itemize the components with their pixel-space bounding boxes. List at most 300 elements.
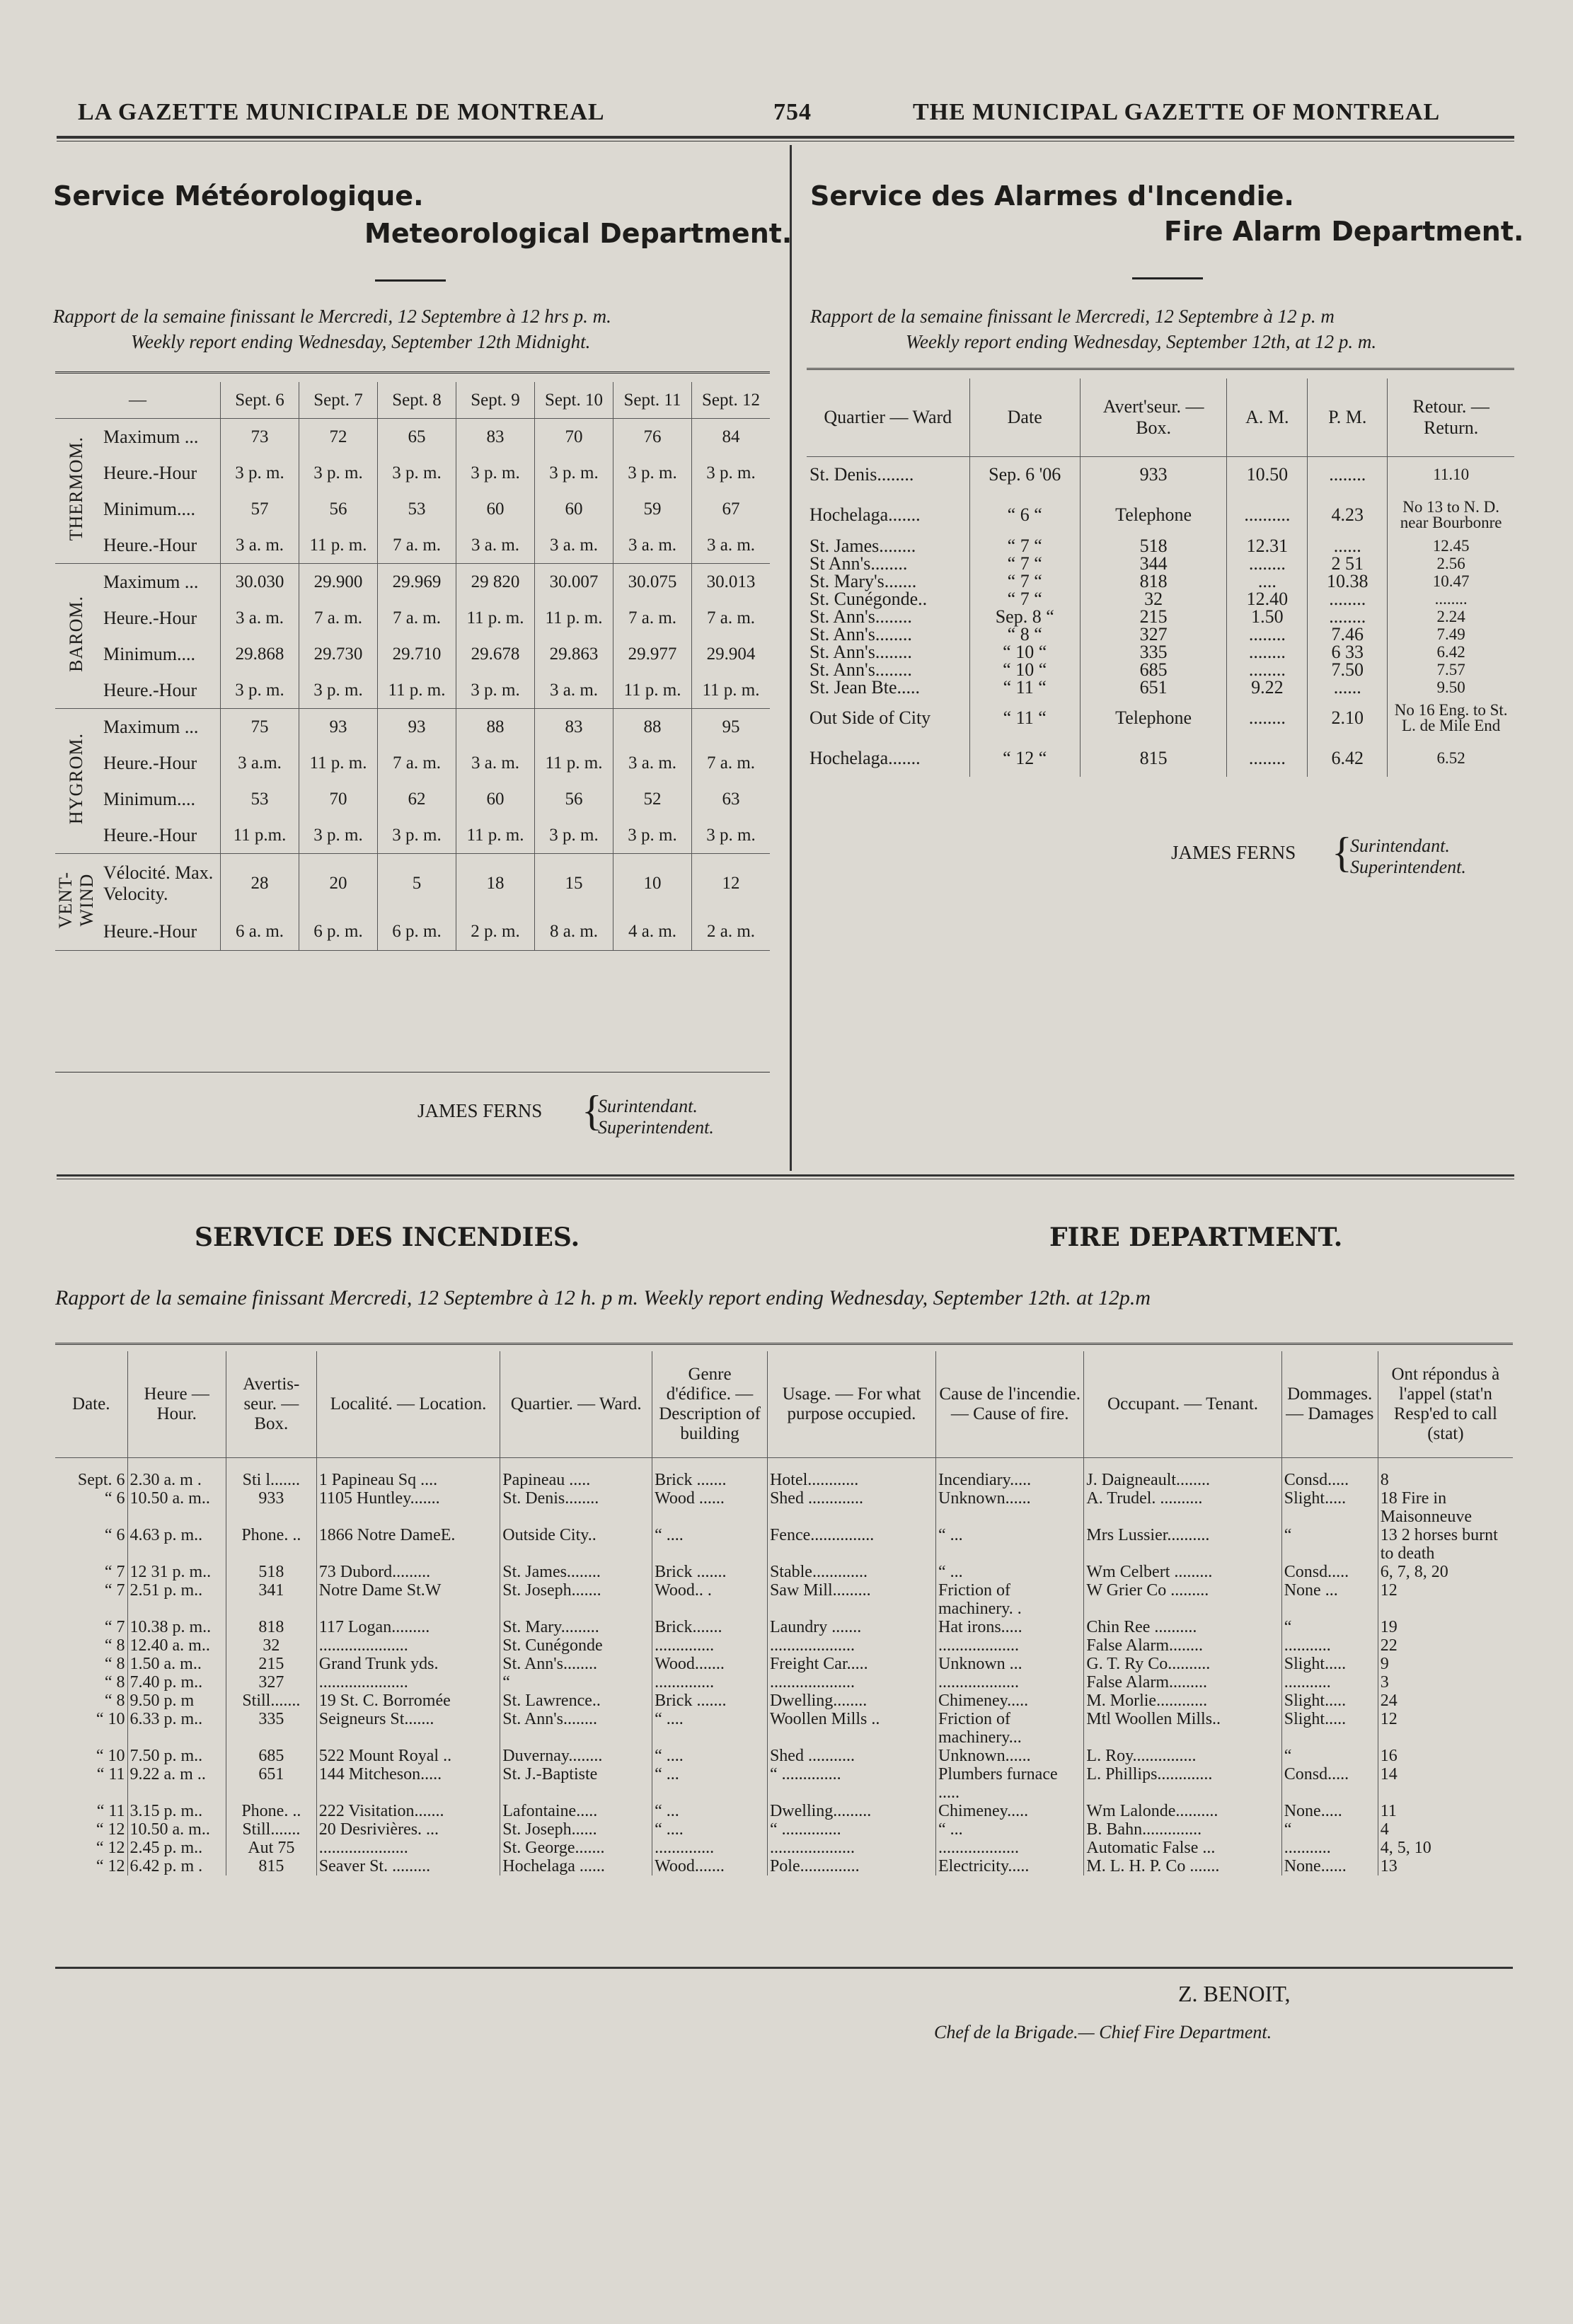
fire-cell: 12: [1380, 1580, 1398, 1600]
fire-cell: .....................: [316, 1839, 500, 1857]
meteo-cell: 7 a. m.: [706, 608, 756, 628]
fire-cell: 1105 Huntley.......: [316, 1489, 500, 1526]
fire-cell: .....................: [316, 1636, 500, 1655]
fire-cell: A. Trudel. ..........: [1084, 1489, 1281, 1526]
fire-cell: 3: [1380, 1672, 1389, 1692]
fire-cell: 18 Fire in Maisonneuve: [1380, 1488, 1473, 1526]
meteo-cell: 57: [221, 491, 299, 527]
meteo-short-rule: [375, 279, 446, 282]
meteo-group-text: VENT-WIND: [55, 870, 97, 928]
fire-cell: Slight.....: [1281, 1710, 1378, 1747]
meteo-cell: 11 p. m.: [535, 745, 613, 781]
meteo-col-head: Sept. 7: [299, 382, 378, 419]
meteo-cell: 30.075: [613, 564, 692, 601]
alarm-table: [807, 378, 1514, 777]
alarm-short-rule: [1132, 277, 1203, 279]
fire-cell: 2.51 p. m..: [127, 1581, 226, 1618]
meteo-cell: 29.730: [299, 636, 378, 672]
meteo-cell: 3 a. m.: [456, 527, 535, 564]
fire-head-cause: Cause de l'incendie. — Cause of fire.: [936, 1351, 1084, 1457]
alarm-row: [807, 555, 1514, 572]
fire-cell: 10.50 a. m..: [127, 1820, 226, 1839]
alarm-cell: 2 51: [1308, 555, 1388, 572]
fire-cell: 341: [226, 1581, 316, 1618]
meteo-cell: 8 a. m.: [535, 914, 613, 951]
fire-row: [55, 1765, 1513, 1802]
fire-cell: 7.40 p. m..: [127, 1673, 226, 1692]
meteo-cell: 3 p. m.: [299, 817, 378, 854]
fire-cell: St. Mary.........: [500, 1618, 652, 1636]
meteo-cell: 76: [613, 419, 692, 456]
meteo-row: [55, 672, 770, 709]
alarm-cell: 818: [1080, 572, 1227, 590]
alarm-cell: St. Ann's........: [807, 643, 969, 661]
fire-row: [55, 1747, 1513, 1765]
meteo-cell: 15: [535, 854, 613, 914]
alarm-cell: 4.23: [1308, 493, 1388, 537]
fire-cell: Chimeney.....: [936, 1692, 1084, 1710]
meteo-cell: 3 a. m.: [221, 600, 299, 636]
meteo-cell: 88: [456, 709, 535, 746]
fire-cell: 73 Dubord.........: [316, 1563, 500, 1581]
fire-cell: “ ....: [652, 1710, 768, 1747]
fire-cell: 4: [1380, 1820, 1389, 1839]
fire-cell: “: [1281, 1526, 1378, 1563]
meteo-group-text: BAROM.: [66, 595, 86, 672]
fire-cell: ...................: [936, 1636, 1084, 1655]
fire-cell: G. T. Ry Co..........: [1084, 1655, 1281, 1673]
meteo-row: [55, 455, 770, 491]
fire-cell: None......: [1281, 1857, 1378, 1875]
meteo-report-fr: Rapport de la semaine finissant le Mercredi, 12 Septembre à 12 hrs p. m.: [53, 306, 611, 327]
fire-cell: “ ...: [936, 1563, 1084, 1581]
fire-cell: St. Lawrence..: [500, 1692, 652, 1710]
fire-cell: “ ....: [652, 1747, 768, 1765]
fire-cell: ..............: [652, 1839, 768, 1857]
meteo-cell: 29.969: [378, 564, 456, 601]
meteo-row: [55, 745, 770, 781]
fire-cell: None.....: [1281, 1802, 1378, 1820]
alarm-cell: ..........: [1227, 493, 1308, 537]
alarm-cell: 518: [1080, 537, 1227, 555]
fire-cell: St. James........: [500, 1563, 652, 1581]
fire-top-rule: [55, 1343, 1513, 1348]
fire-row: [55, 1839, 1513, 1857]
fire-cell: “ ...: [936, 1526, 1084, 1563]
fire-cell: 11: [1380, 1801, 1397, 1820]
meteo-sig-fr: Surintendant.: [598, 1096, 698, 1116]
meteo-cell: 62: [378, 781, 456, 817]
meteo-row: [55, 914, 770, 951]
meteo-cell: 30.007: [535, 564, 613, 601]
alarm-cell: 7.49: [1436, 625, 1465, 643]
alarm-cell: 327: [1080, 625, 1227, 643]
alarm-cell: 2.56: [1436, 554, 1465, 572]
fire-cell: “ ...: [652, 1765, 768, 1802]
alarm-cell: 344: [1080, 555, 1227, 572]
meteo-cell: 70: [535, 419, 613, 456]
meteo-cell: 88: [613, 709, 692, 746]
fire-cell: Hotel............: [767, 1457, 935, 1489]
alarm-row: [807, 493, 1514, 537]
fire-cell: .....................: [316, 1673, 500, 1692]
meteo-cell: 73: [221, 419, 299, 456]
alarm-cell: No 16 Eng. to St. L. de Mile End: [1394, 701, 1508, 734]
brace-glyph: {: [582, 1087, 602, 1134]
fire-cell: 685: [226, 1747, 316, 1765]
fire-cell: Papineau .....: [500, 1457, 652, 1489]
fire-cell: 6.33 p. m..: [127, 1710, 226, 1747]
meteo-row-label: Heure.-Hour: [98, 600, 221, 636]
meteo-cell: 3 p. m.: [299, 672, 378, 709]
meteo-row-label: Heure.-Hour: [98, 817, 221, 854]
meteo-cell: 95: [722, 717, 740, 736]
fire-cell: “ 12: [55, 1857, 127, 1875]
alarm-cell: St. James........: [807, 537, 969, 555]
fire-cell: Shed .............: [767, 1489, 935, 1526]
meteo-row: [55, 527, 770, 564]
fire-cell: “ 8: [55, 1655, 127, 1673]
meteo-cell: 11 p. m.: [299, 745, 378, 781]
fire-cell: 933: [226, 1489, 316, 1526]
alarm-cell: 1.50: [1227, 608, 1308, 625]
meteo-cell: 93: [378, 709, 456, 746]
fire-cell: “: [1281, 1820, 1378, 1839]
fire-cell: Dwelling.........: [767, 1802, 935, 1820]
fire-cell: Hat irons.....: [936, 1618, 1084, 1636]
fire-cell: Unknown ...: [936, 1655, 1084, 1673]
meteo-cell: 3 p. m.: [221, 672, 299, 709]
alarm-cell: 6.52: [1436, 749, 1465, 767]
meteo-col-head: Sept. 10: [535, 382, 613, 419]
meteo-cell: 67: [722, 499, 740, 519]
meteo-row: [55, 817, 770, 854]
fire-cell: 117 Logan.........: [316, 1618, 500, 1636]
alarm-cell: 11.10: [1433, 466, 1470, 484]
alarm-cell: Sep. 8 “: [969, 608, 1080, 625]
fire-cell: 9.22 a. m ..: [127, 1765, 226, 1802]
fire-cell: ..............: [652, 1673, 768, 1692]
alarm-title-fr: Service des Alarmes d'Incendie.: [810, 180, 1294, 212]
fire-head-box: Avertis-seur. — Box.: [226, 1351, 316, 1457]
alarm-cell: St. Ann's........: [807, 625, 969, 643]
fire-head-responded: Ont répondus à l'appel (stat'n Resp'ed to call (stat): [1391, 1364, 1500, 1443]
fire-cell: Pole..............: [767, 1857, 935, 1875]
meteo-row-label: Heure.-Hour: [98, 745, 221, 781]
fire-cell: Notre Dame St.W: [316, 1581, 500, 1618]
fire-cell: 12: [1380, 1709, 1398, 1728]
fire-cell: Brick .......: [652, 1563, 768, 1581]
fire-cell: Phone. ..: [226, 1802, 316, 1820]
fire-cell: J. Daigneault........: [1084, 1457, 1281, 1489]
fire-cell: Electricity.....: [936, 1857, 1084, 1875]
fire-cell: Woollen Mills ..: [767, 1710, 935, 1747]
alarm-cell: 7.50: [1308, 661, 1388, 678]
fire-head-damages: Dommages. — Damages: [1281, 1351, 1378, 1457]
fire-cell: Automatic False ...: [1084, 1839, 1281, 1857]
fire-cell: Wood ......: [652, 1489, 768, 1526]
alarm-cell: “ 8 “: [969, 625, 1080, 643]
alarm-cell: ........: [1308, 456, 1388, 493]
fire-cell: Hochelaga ......: [500, 1857, 652, 1875]
fire-cell: 2.30 a. m .: [127, 1457, 226, 1489]
fire-cell: Wm Celbert .........: [1084, 1563, 1281, 1581]
fire-cell: Lafontaine.....: [500, 1802, 652, 1820]
meteo-cell: 18: [456, 854, 535, 914]
meteo-cell: 83: [456, 419, 535, 456]
meteo-cell: 70: [299, 781, 378, 817]
meteo-row-label: Heure.-Hour: [98, 527, 221, 564]
fire-cell: St. Joseph......: [500, 1820, 652, 1839]
meteo-col-head: Sept. 9: [456, 382, 535, 419]
fire-row: [55, 1563, 1513, 1581]
alarm-cell: ........: [1227, 740, 1308, 777]
alarm-cell: St. Jean Bte.....: [807, 678, 969, 696]
meteo-cell: 75: [221, 709, 299, 746]
fire-cell: Brick .......: [652, 1692, 768, 1710]
brace-glyph: {: [1332, 829, 1352, 876]
fire-cell: “: [1281, 1618, 1378, 1636]
fire-cell: False Alarm........: [1084, 1636, 1281, 1655]
fire-cell: Slight.....: [1281, 1692, 1378, 1710]
meteo-cell: 60: [456, 491, 535, 527]
meteo-col-head: Sept. 12: [702, 390, 760, 410]
fire-cell: 7.50 p. m..: [127, 1747, 226, 1765]
meteo-cell: 29.868: [221, 636, 299, 672]
fire-cell: St. Denis........: [500, 1489, 652, 1526]
fire-cell: Brick.......: [652, 1618, 768, 1636]
meteo-cell: 3 p. m.: [456, 672, 535, 709]
fire-report: Rapport de la semaine finissant Mercredi, 12 Septembre à 12 h. p m. Weekly report ending Wednesday, September 12th. at 12p.m: [55, 1286, 1151, 1310]
meteo-report-en: Weekly report ending Wednesday, September 12th Midnight.: [131, 331, 591, 352]
meteo-cell: 3 p. m.: [378, 817, 456, 854]
fire-cell: Mrs Lussier..........: [1084, 1526, 1281, 1563]
fire-cell: Wm Lalonde..........: [1084, 1802, 1281, 1820]
meteo-cell: 5: [378, 854, 456, 914]
fire-cell: 818: [226, 1618, 316, 1636]
meteo-group-label: [55, 564, 98, 709]
fire-cell: “ ...: [936, 1820, 1084, 1839]
meteo-sig-en: Superintendent.: [598, 1117, 714, 1138]
meteo-cell: 30.030: [221, 564, 299, 601]
meteo-cell: 7 a. m.: [378, 600, 456, 636]
fire-bottom-rule: [55, 1967, 1513, 1969]
meteo-cell: 6 p. m.: [299, 914, 378, 951]
meteo-cell: 7 a. m.: [613, 600, 692, 636]
fire-cell: 9: [1380, 1654, 1389, 1673]
meteo-signature: JAMES FERNS: [417, 1100, 543, 1121]
fire-cell: “ 7: [55, 1618, 127, 1636]
fire-cell: 815: [226, 1857, 316, 1875]
fire-cell: 12.40 a. m..: [127, 1636, 226, 1655]
fire-cell: Fence...............: [767, 1526, 935, 1563]
fire-cell: Friction of machinery. .: [936, 1581, 1084, 1618]
meteo-cell: 20: [299, 854, 378, 914]
alarm-cell: 10.38: [1308, 572, 1388, 590]
fire-cell: “ 8: [55, 1636, 127, 1655]
meteo-cell: 3 p. m.: [613, 817, 692, 854]
fire-cell: Unknown......: [936, 1489, 1084, 1526]
fire-cell: ...................: [936, 1839, 1084, 1857]
meteo-cell: 3 a. m.: [613, 527, 692, 564]
fire-row: [55, 1802, 1513, 1820]
fire-cell: “ ....: [652, 1526, 768, 1563]
meteo-group-label: [55, 419, 98, 564]
fire-cell: 13: [1380, 1856, 1398, 1875]
alarm-cell: Out Side of City: [807, 696, 969, 740]
meteo-row: [55, 491, 770, 527]
alarm-cell: 6.42: [1436, 642, 1465, 661]
fire-cell: 24: [1380, 1691, 1398, 1710]
meteo-row-label: Maximum ...: [98, 709, 221, 746]
alarm-top-rule: [807, 368, 1514, 373]
alarm-cell: “ 7 “: [969, 590, 1080, 608]
alarm-cell: ........: [1227, 643, 1308, 661]
fire-cell: 6, 7, 8, 20: [1380, 1562, 1448, 1581]
alarm-cell: 815: [1080, 740, 1227, 777]
fire-cell: Seaver St. .........: [316, 1857, 500, 1875]
fire-cell: 22: [1380, 1636, 1398, 1655]
alarm-row: [807, 590, 1514, 608]
fire-cell: Outside City..: [500, 1526, 652, 1563]
meteo-cell: 11 p. m.: [378, 672, 456, 709]
fire-cell: L. Roy...............: [1084, 1747, 1281, 1765]
alarm-title-en: Fire Alarm Department.: [1164, 216, 1524, 247]
fire-cell: Sept. 6: [55, 1457, 127, 1489]
alarm-sig-en: Superintendent.: [1350, 857, 1466, 877]
fire-cell: Still.......: [226, 1692, 316, 1710]
fire-cell: Phone. ..: [226, 1526, 316, 1563]
alarm-row: [807, 537, 1514, 555]
fire-cell: 522 Mount Royal ..: [316, 1747, 500, 1765]
alarm-cell: 6.42: [1308, 740, 1388, 777]
alarm-cell: 2.24: [1436, 607, 1465, 625]
meteo-cell: 29.977: [613, 636, 692, 672]
alarm-cell: “ 11 “: [969, 678, 1080, 696]
meteo-cell: 3 p. m.: [299, 455, 378, 491]
alarm-cell: 10.50: [1227, 456, 1308, 493]
fire-cell: 19 St. C. Borromée: [316, 1692, 500, 1710]
meteo-row-label: Maximum ...: [98, 564, 221, 601]
meteo-row: [55, 419, 770, 456]
fire-cell: 1.50 a. m..: [127, 1655, 226, 1673]
alarm-sig-fr: Surintendant.: [1350, 836, 1450, 856]
fire-row: [55, 1526, 1513, 1563]
fire-cell: Seigneurs St.......: [316, 1710, 500, 1747]
fire-row: [55, 1489, 1513, 1526]
alarm-cell: 9.50: [1436, 678, 1465, 696]
alarm-cell: 12.40: [1227, 590, 1308, 608]
alarm-head-am: A. M.: [1227, 378, 1308, 456]
alarm-row: [807, 456, 1514, 493]
fire-cell: Aut 75: [226, 1839, 316, 1857]
fire-cell: Incendiary.....: [936, 1457, 1084, 1489]
meteo-cell: 7 a. m.: [299, 600, 378, 636]
alarm-row: [807, 572, 1514, 590]
alarm-cell: St. Ann's........: [807, 661, 969, 678]
fire-cell: 14: [1380, 1764, 1398, 1784]
fire-cell: ..............: [652, 1636, 768, 1655]
fire-cell: 215: [226, 1655, 316, 1673]
meteo-cell: 29.710: [378, 636, 456, 672]
fire-cell: None ...: [1281, 1581, 1378, 1618]
fire-row: [55, 1692, 1513, 1710]
alarm-cell: St. Ann's........: [807, 608, 969, 625]
fire-cell: 335: [226, 1710, 316, 1747]
fire-cell: Brick .......: [652, 1457, 768, 1489]
fire-cell: 327: [226, 1673, 316, 1692]
alarm-cell: Hochelaga.......: [807, 493, 969, 537]
alarm-cell: St. Cunégonde..: [807, 590, 969, 608]
page-number: 754: [773, 99, 812, 125]
meteo-row-label: Minimum....: [98, 491, 221, 527]
meteo-cell: 3 p. m.: [221, 455, 299, 491]
fire-cell: 1 Papineau Sq ....: [316, 1457, 500, 1489]
fire-row: [55, 1618, 1513, 1636]
alarm-head-pm: P. M.: [1308, 378, 1388, 456]
fire-cell: Wood.. .: [652, 1581, 768, 1618]
alarm-head-return: Retour. — Return.: [1412, 395, 1490, 438]
alarm-head-ward: Quartier — Ward: [807, 378, 969, 456]
meteo-cell: 29 820: [456, 564, 535, 601]
fire-cell: ...........: [1281, 1839, 1378, 1857]
alarm-row: [807, 608, 1514, 625]
alarm-cell: 12.31: [1227, 537, 1308, 555]
meteo-row: [55, 709, 770, 746]
alarm-cell: “ 11 “: [969, 696, 1080, 740]
fire-cell: Wood.......: [652, 1655, 768, 1673]
alarm-cell: 685: [1080, 661, 1227, 678]
meteo-cell: 11 p.m.: [221, 817, 299, 854]
fire-cell: “ 6: [55, 1489, 127, 1526]
alarm-cell: Hochelaga.......: [807, 740, 969, 777]
fire-cell: 19: [1380, 1617, 1398, 1636]
alarm-cell: 10.47: [1432, 572, 1470, 590]
meteo-cell: 11 p. m.: [702, 680, 760, 700]
fire-cell: St. George.......: [500, 1839, 652, 1857]
meteo-bottom-rule: [55, 1072, 770, 1073]
fire-head-ward: Quartier. — Ward.: [500, 1351, 652, 1457]
fire-cell: “ 11: [55, 1765, 127, 1802]
meteo-cell: 4 a. m.: [613, 914, 692, 951]
meteo-cell: 56: [299, 491, 378, 527]
fire-row: [55, 1457, 1513, 1489]
header-left: LA GAZETTE MUNICIPALE DE MONTREAL: [78, 99, 605, 125]
alarm-cell: “ 12 “: [969, 740, 1080, 777]
meteo-cell: 3 a. m.: [535, 527, 613, 564]
meteo-cell: 7 a. m.: [378, 745, 456, 781]
alarm-row: [807, 678, 1514, 696]
meteo-row: [55, 564, 770, 601]
meteo-cell: 60: [535, 491, 613, 527]
alarm-cell: Telephone: [1080, 493, 1227, 537]
header-right: THE MUNICIPAL GAZETTE OF MONTREAL: [913, 99, 1441, 125]
meteo-col-head: Sept. 8: [378, 382, 456, 419]
meteo-title-en: Meteorological Department.: [364, 218, 793, 249]
alarm-cell: 9.22: [1227, 678, 1308, 696]
fire-cell: Stable.............: [767, 1563, 935, 1581]
meteo-cell: 29.863: [535, 636, 613, 672]
column-separator: [790, 145, 792, 1171]
alarm-report-en: Weekly report ending Wednesday, September 12th, at 12 p. m.: [906, 331, 1377, 352]
meteo-cell: 3 a. m.: [613, 745, 692, 781]
meteo-cell: 65: [378, 419, 456, 456]
alarm-row: [807, 643, 1514, 661]
meteo-row-label: Maximum ...: [98, 419, 221, 456]
fire-cell: ...................: [936, 1673, 1084, 1692]
fire-cell: 16: [1380, 1746, 1398, 1765]
meteo-cell: 72: [299, 419, 378, 456]
